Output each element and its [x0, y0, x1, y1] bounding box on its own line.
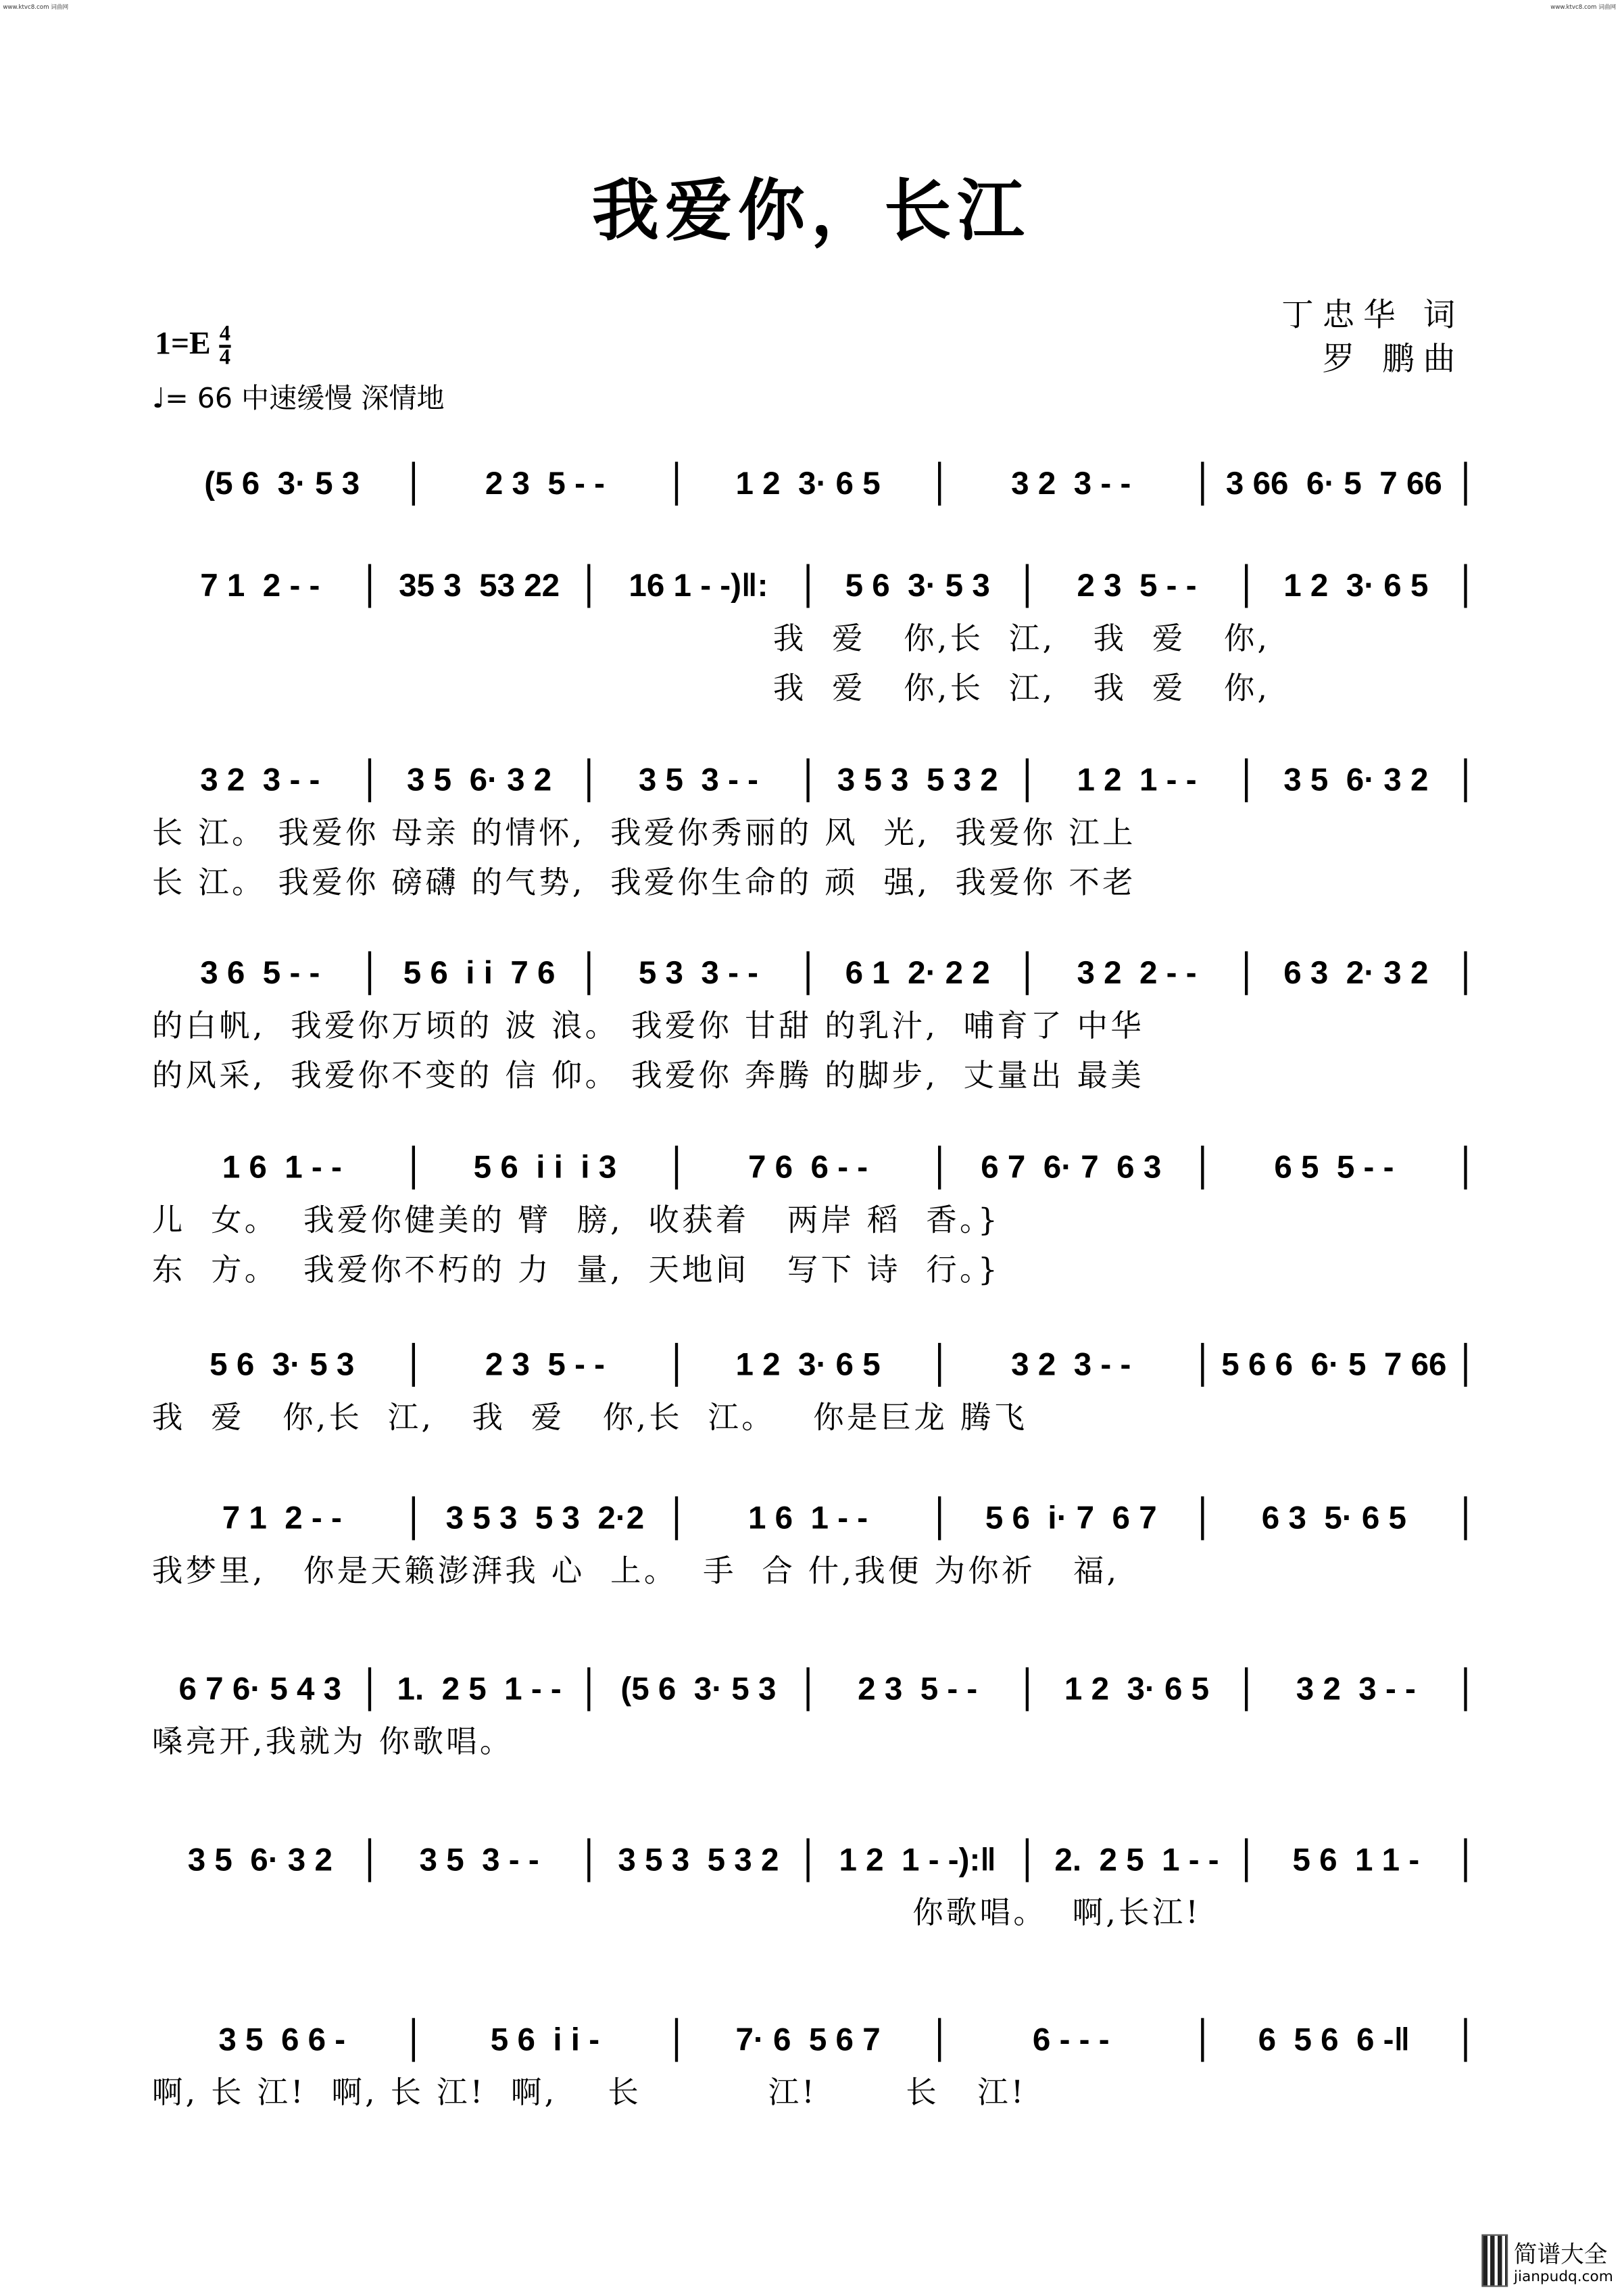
logo-name: 简谱大全 — [1513, 2240, 1608, 2268]
key-signature — [155, 324, 230, 368]
measure: 2 3 5 - - — [810, 1667, 1029, 1711]
measure: 35 3 53 22 — [371, 564, 590, 608]
time-sig-top: 4 — [220, 324, 230, 348]
lyrics-line: 的白帆, 我爱你万顷的 波 浪。 我爱你 甘甜 的乳汁, 哺育了 中华 — [151, 1008, 1145, 1044]
measure: 6 3 5· 6 5 — [1204, 1496, 1467, 1540]
measure: 3 5 6 6 - — [152, 2018, 415, 2062]
measure: 3 2 3 - - — [941, 462, 1204, 506]
score-line — [152, 1343, 1467, 1442]
measure: 6 5 5 - - — [1204, 1146, 1467, 1190]
measure: 1 2 3· 6 5 — [678, 1343, 941, 1387]
measure: 1 2 3· 6 5 — [1029, 1667, 1248, 1711]
measure: 1 6 1 - - — [152, 1146, 415, 1190]
measure: 3 66 6· 5 7 66 — [1204, 462, 1467, 506]
lyrics-line: 长 江。 我爱你 磅礴 的气势, 我爱你生命的 顽 强, 我爱你 不老 — [151, 864, 1136, 900]
measure: 5 6 1 1 - — [1248, 1838, 1467, 1882]
score-line — [152, 2018, 1467, 2118]
measure: 1 2 3· 6 5 — [678, 462, 941, 506]
measure: 16 1 - -)‖: — [590, 564, 809, 608]
lyrics-line: 我 爱 你,长 江, 我 爱 你, — [151, 670, 1271, 706]
measure: 3 5 3 5 3 2·2 — [415, 1496, 678, 1540]
measure: 3 6 5 - - — [152, 951, 371, 995]
measure: 2 3 5 - - — [415, 1343, 678, 1387]
measure: 7 1 2 - - — [152, 564, 371, 608]
measure: 1 2 1 - -):‖ — [810, 1838, 1029, 1882]
measure: 7 6 6 - - — [678, 1146, 941, 1190]
measure: 6 - - - — [941, 2018, 1204, 2062]
watermark-right: www.ktvc8.com 词曲网 — [1550, 3, 1617, 11]
watermark-left: www.ktvc8.com 词曲网 — [3, 3, 69, 11]
measure: 7· 6 5 6 7 — [678, 2018, 941, 2062]
lyrics-line: 啊, 长 江! 啊, 长 江! 啊, 长 江! 长 江! — [151, 2075, 1027, 2110]
measure: 6 5 6 6 -‖ — [1204, 2018, 1467, 2062]
measure: 2 3 5 - - — [1029, 564, 1248, 608]
notes-line — [152, 951, 1467, 995]
score-line — [152, 758, 1467, 908]
measure: 5 6 i i 7 6 — [371, 951, 590, 995]
composer: 罗 鹏曲 — [1322, 341, 1465, 378]
measure: 5 6 i i i 3 — [415, 1146, 678, 1190]
measure: 1 6 1 - - — [678, 1496, 941, 1540]
lyrics-line: 东 方。 我爱你不朽的 力 量, 天地间 写下 诗 行。} — [151, 1252, 1001, 1288]
measure: 3 5 3 5 3 2 — [810, 758, 1029, 802]
notes-line — [152, 1496, 1467, 1540]
notes-line — [152, 564, 1467, 608]
notes-line — [152, 1838, 1467, 1882]
measure: 5 3 3 - - — [590, 951, 809, 995]
measure: 2. 2 5 1 - - — [1029, 1838, 1248, 1882]
measure: 3 2 3 - - — [1248, 1667, 1467, 1711]
time-signature — [220, 324, 230, 368]
measure: 3 2 2 - - — [1029, 951, 1248, 995]
measure: 5 6 i· 7 6 7 — [941, 1496, 1204, 1540]
measure: 3 5 3 5 3 2 — [590, 1838, 809, 1882]
song-title: 我爱你，长江 — [591, 170, 1031, 250]
measure: 7 1 2 - - — [152, 1496, 415, 1540]
site-logo — [1481, 2234, 1613, 2287]
measure: (5 6 3· 5 3 — [590, 1667, 809, 1711]
notes-line — [152, 758, 1467, 802]
measure: 5 6 3· 5 3 — [810, 564, 1029, 608]
lyrics-line: 我 爱 你,长 江, 我 爱 你, — [151, 620, 1271, 656]
lyricist: 丁忠华 词 — [1281, 298, 1465, 335]
lyrics-line: 我 爱 你,长 江, 我 爱 你,长 江。 你是巨龙 腾飞 — [151, 1400, 1028, 1436]
measure: 3 2 3 - - — [152, 758, 371, 802]
notes-line — [152, 1343, 1467, 1387]
measure: 3 5 6· 3 2 — [1248, 758, 1467, 802]
lyrics-line: 的风采, 我爱你不变的 信 仰。 我爱你 奔腾 的脚步, 丈量出 最美 — [151, 1058, 1145, 1094]
piano-icon — [1481, 2234, 1508, 2287]
notes-line — [152, 462, 1467, 506]
measure: 1 2 1 - - — [1029, 758, 1248, 802]
measure: 6 7 6· 7 6 3 — [941, 1146, 1204, 1190]
lyrics-line: 长 江。 我爱你 母亲 的情怀, 我爱你秀丽的 风 光, 我爱你 江上 — [151, 815, 1136, 851]
lyrics-line: 我梦里, 你是天籁澎湃我 心 上。 手 合 什,我便 为你祈 福, — [151, 1553, 1120, 1589]
lyrics-line: 嗓亮开,我就为 你歌唱。 — [151, 1724, 514, 1760]
lyrics-line: 你歌唱。 啊,长江! — [151, 1895, 1202, 1931]
score-line — [152, 1496, 1467, 1596]
measure: 5 6 6 6· 5 7 66 — [1204, 1343, 1467, 1387]
measure: 3 5 6· 3 2 — [152, 1838, 371, 1882]
measure: 3 5 3 - - — [590, 758, 809, 802]
notes-line — [152, 2018, 1467, 2062]
tempo-marking: ♩= 66 中速缓慢 深情地 — [151, 383, 445, 416]
credits — [1281, 295, 1464, 383]
lyrics-line: 儿 女。 我爱你健美的 臂 膀, 收获着 两岸 稻 香。} — [151, 1202, 1001, 1238]
measure: (5 6 3· 5 3 — [152, 462, 415, 506]
notes-line — [152, 1146, 1467, 1190]
score-line — [152, 1667, 1467, 1767]
score-line — [152, 1838, 1467, 1938]
measure: 3 5 6· 3 2 — [371, 758, 590, 802]
score-line — [152, 564, 1467, 714]
logo-url: jianpudq.com — [1513, 2269, 1613, 2286]
measure: 5 6 i i - — [415, 2018, 678, 2062]
measure: 6 7 6· 5 4 3 — [152, 1667, 371, 1711]
measure: 3 5 3 - - — [371, 1838, 590, 1882]
key: 1=E — [155, 324, 211, 362]
measure: 1 2 3· 6 5 — [1248, 564, 1467, 608]
measure: 6 1 2· 2 2 — [810, 951, 1029, 995]
measure: 1. 2 5 1 - - — [371, 1667, 590, 1711]
score-line — [152, 951, 1467, 1100]
score-line — [152, 462, 1467, 506]
measure: 3 2 3 - - — [941, 1343, 1204, 1387]
measure: 2 3 5 - - — [415, 462, 678, 506]
time-sig-bottom: 4 — [219, 346, 230, 370]
score-line — [152, 1146, 1467, 1295]
notes-line — [152, 1667, 1467, 1711]
measure: 6 3 2· 3 2 — [1248, 951, 1467, 995]
measure: 5 6 3· 5 3 — [152, 1343, 415, 1387]
